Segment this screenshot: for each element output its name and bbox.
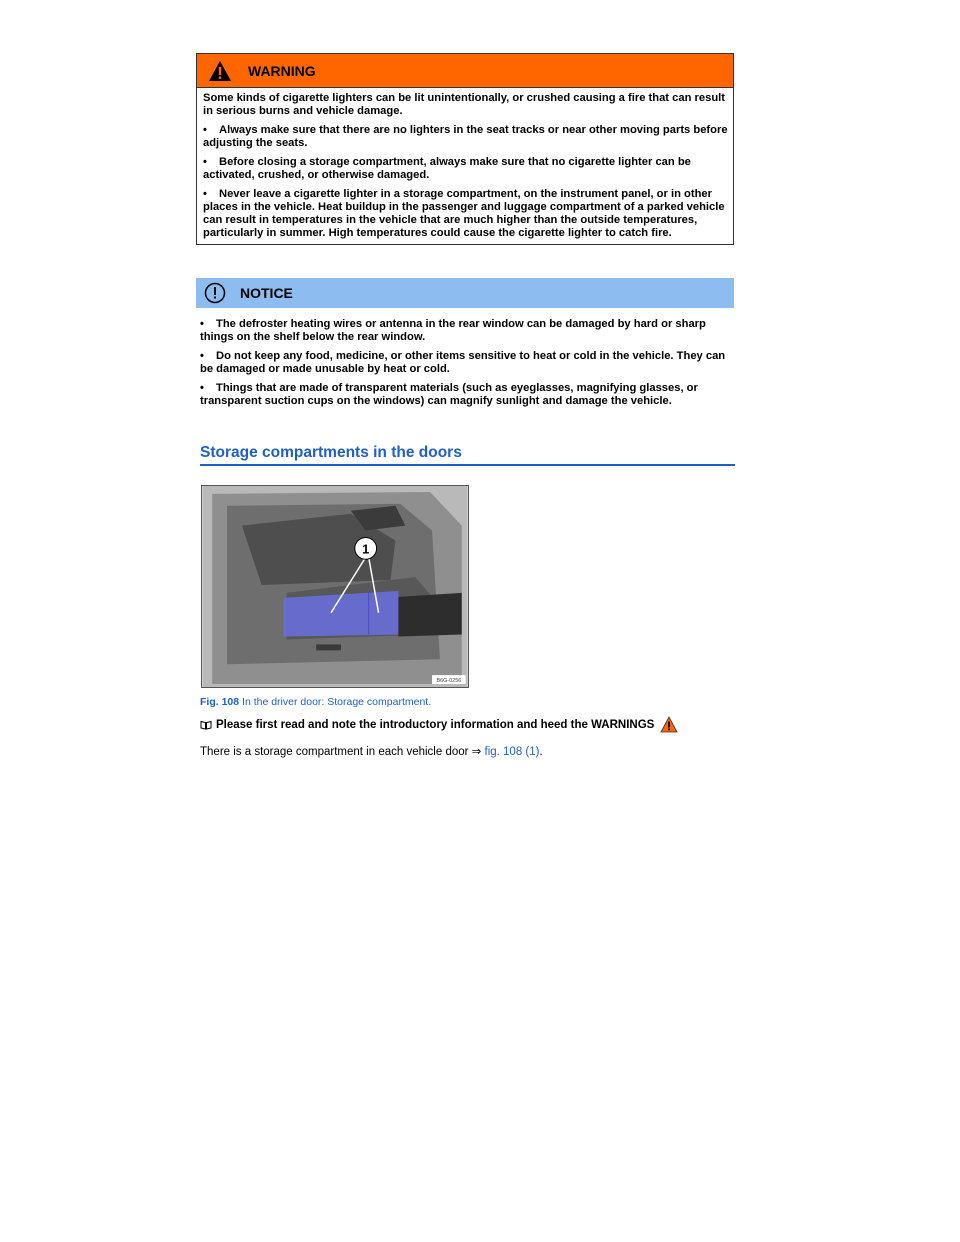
section-title: Storage compartments in the doors [200, 444, 735, 466]
notice-title: NOTICE [240, 285, 293, 301]
exclamation-circle-icon [204, 282, 226, 304]
warning-triangle-icon[interactable] [660, 716, 678, 733]
figure-link[interactable]: fig. 108 (1) [484, 746, 540, 758]
warning-header [197, 54, 733, 88]
door-storage-figure [201, 485, 469, 688]
intro-line [200, 716, 678, 733]
warning-intro: Some kinds of cigarette lighters can be lit unintentionally, or crushed causing a fire that can result in serious burns and vehicle damage. [203, 92, 725, 117]
warning-title: WARNING [248, 62, 316, 79]
warning-bullet: • Never leave a cigarette lighter in a storage compartment, on the instrument panel, or in other places in the vehicle. Heat buildup in the passenger and luggage compartment of a parked vehicle can result in temperatures in the vehicle that are much higher than the outside temperatures, particularly in summer. High temperatures could cause the cigarette lighter to catch fire. [203, 188, 725, 239]
warning-bullet: • Before closing a storage compartment, always make sure that no cigarette lighter can be activated, crushed, or otherwise damaged. [203, 156, 691, 181]
callout-label: 1 [362, 541, 370, 557]
figure-code: B6G-0256 [436, 678, 462, 685]
warning-triangle-icon [208, 60, 232, 82]
figure-caption-text: In the driver door: Storage compartment. [242, 696, 432, 708]
notice-body [200, 318, 734, 414]
intro-text: Please first read and note the introductory information and heed the WARNINGS [216, 718, 655, 731]
body-text-end: . [539, 746, 543, 758]
warning-body [197, 88, 733, 244]
notice-header [196, 278, 734, 308]
notice-bullet: • Do not keep any food, medicine, or other items sensitive to heat or cold in the vehicle. They can be damaged or made unusable by heat or cold. [200, 350, 726, 375]
figure-caption-label: Fig. 108 [200, 696, 240, 708]
notice-bullet: • The defroster heating wires or antenna in the rear window can be damaged by hard or sharp things on the shelf below the rear window. [200, 318, 706, 343]
notice-bullet: • Things that are made of transparent materials (such as eyeglasses, magnifying glasses, or transparent suction cups on the windows) can magnify sunlight and damage the vehicle. [200, 382, 698, 407]
warning-box [196, 53, 734, 245]
body-text: There is a storage compartment in each vehicle door ⇒ [200, 746, 485, 758]
book-icon [200, 720, 212, 730]
warning-bullet: • Always make sure that there are no lighters in the seat tracks or near other moving parts before adjusting the seats. [203, 124, 728, 149]
body-paragraph [200, 744, 543, 758]
figure-caption [200, 696, 431, 708]
